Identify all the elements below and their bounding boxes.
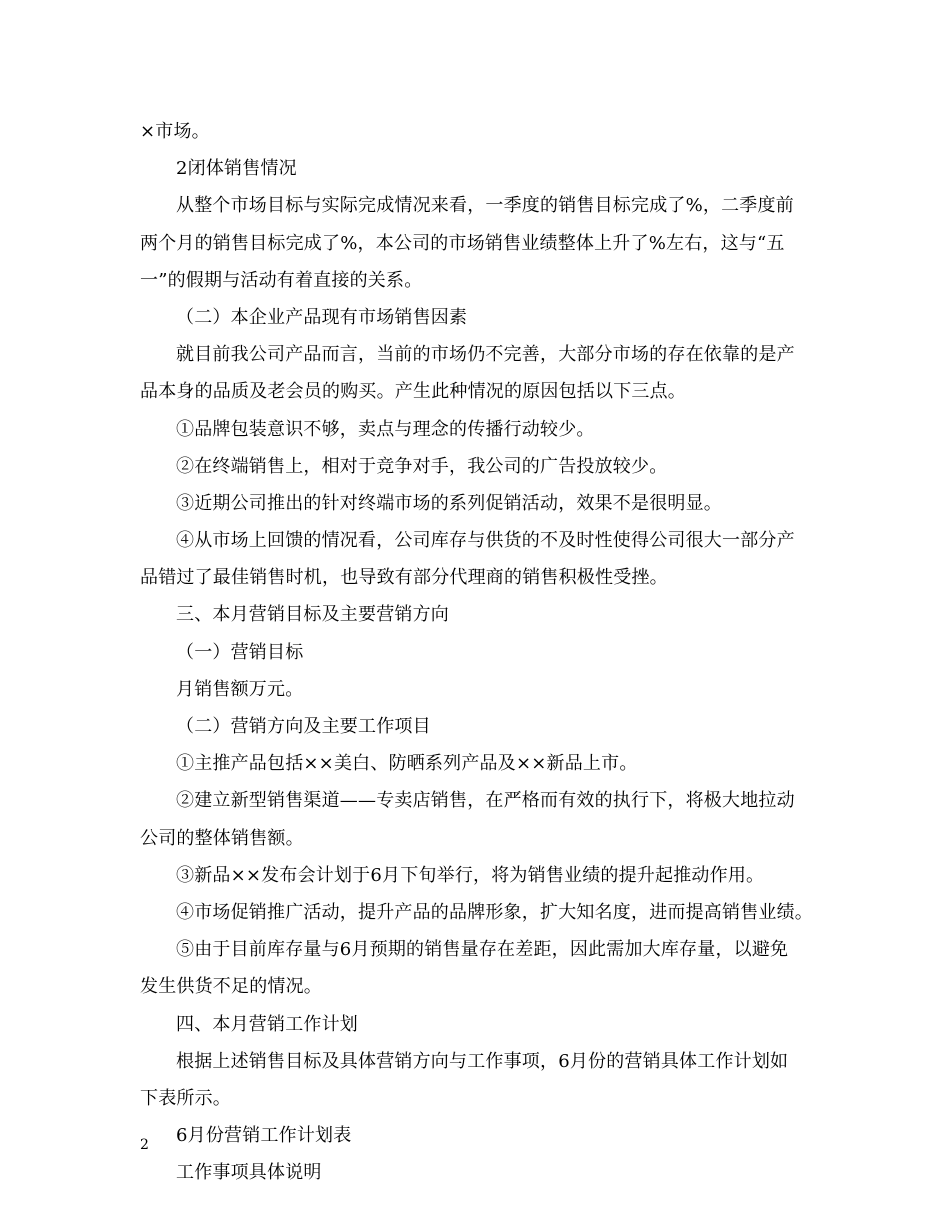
body-line: 品本身的品质及老会员的购买。产生此种情况的原因包括以下三点。	[140, 381, 686, 403]
body-line: 根据上述销售目标及具体营销方向与工作事项，6月份的营销具体工作计划如	[176, 1050, 789, 1072]
list-item: ⑤由于目前库存量与6月预期的销售量存在差距，因此需加大库存量，以避免	[176, 939, 789, 961]
section-heading: （一）营销目标	[176, 641, 304, 663]
list-item: ④从市场上回馈的情况看，公司库存与供货的不及时性使得公司很大一部分产	[176, 530, 795, 552]
table-title: 6月份营销工作计划表	[176, 1125, 352, 1147]
body-line: 公司的整体销售额。	[140, 827, 304, 849]
body-line: 两个月的销售目标完成了%，本公司的市场销售业绩整体上升了%左右，这与“五	[140, 232, 785, 254]
body-line: 月销售额万元。	[176, 678, 304, 700]
body-line: 发生供货不足的情况。	[140, 976, 322, 998]
list-item: ③近期公司推出的针对终端市场的系列促销活动，效果不是很明显。	[176, 492, 722, 514]
table-header: 工作事项具体说明	[176, 1162, 322, 1184]
page-number: 2	[140, 1137, 149, 1153]
list-item: ①品牌包装意识不够，卖点与理念的传播行动较少。	[176, 418, 595, 440]
section-heading: 三、本月营销目标及主要营销方向	[176, 604, 449, 626]
list-item: ②建立新型销售渠道——专卖店销售，在严格而有效的执行下，将极大地拉动	[176, 790, 795, 812]
body-line: 下表所示。	[140, 1087, 231, 1109]
body-line: 一”的假期与活动有着直接的关系。	[140, 269, 423, 291]
section-heading: 四、本月营销工作计划	[176, 1013, 358, 1035]
list-item: ④市场促销推广活动，提升产品的品牌形象，扩大知名度，进而提高销售业绩。	[176, 901, 813, 923]
body-line: 就目前我公司产品而言，当前的市场仍不完善，大部分市场的存在依靠的是产	[176, 344, 795, 366]
body-line: 从整个市场目标与实际完成情况来看，一季度的销售目标完成了%，二季度前	[176, 195, 794, 217]
document-body	[140, 113, 820, 1191]
section-heading: （二）营销方向及主要工作项目	[176, 716, 431, 737]
body-line: 品错过了最佳销售时机，也导致有部分代理商的销售积极性受挫。	[140, 567, 668, 589]
list-item: ③新品××发布会计划于6月下旬举行，将为销售业绩的提升起推动作用。	[176, 864, 765, 886]
list-item: ①主推产品包括××美白、防晒系列产品及××新品上市。	[176, 753, 638, 775]
section-heading: 2闭体销售情况	[176, 158, 297, 180]
body-line: ×市场。	[140, 121, 210, 142]
list-item: ②在终端销售上，相对于竞争对手，我公司的广告投放较少。	[176, 455, 668, 477]
section-heading: （二）本企业产品现有市场销售因素	[176, 306, 468, 328]
